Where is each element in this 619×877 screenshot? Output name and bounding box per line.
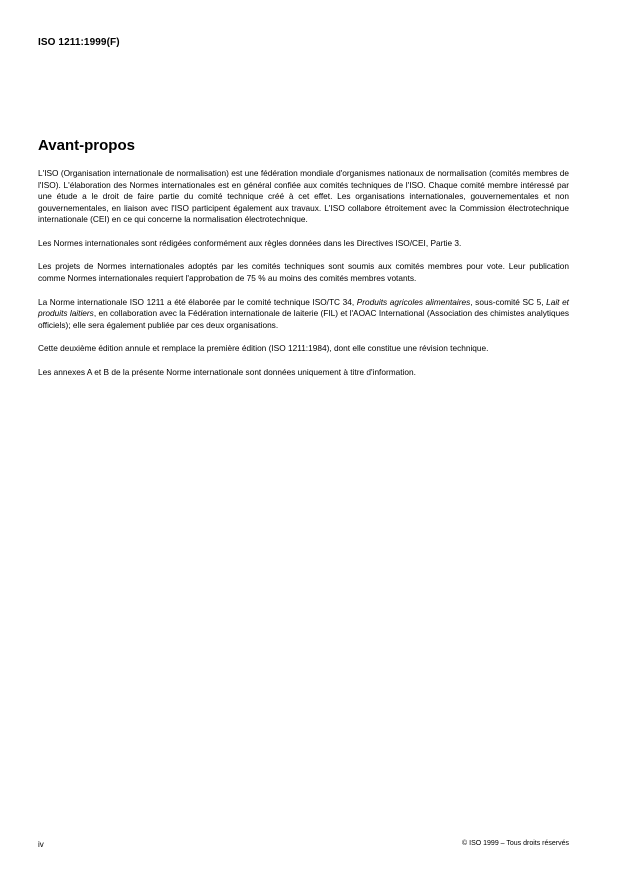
paragraph-iso-organisation: L'ISO (Organisation internationale de normalisation) est une fédération mondiale d'organismes nationaux de normalisation (comités membres de l'ISO). L'élaboration des Normes internationales est en général confiée aux comités techniques de l'ISO. Chaque comité membre intéressé par une étude a le droit de faire partie du comité technique créé à cet effet. Les organisations internationales, gouvernementales et non gouvernementales, en liaison avec l'ISO participent également aux travaux. L'ISO collabore étroitement avec la Commission électrotechnique internationale (CEI) en ce qui concerne la normalisation électrotechnique. bbox=[38, 168, 569, 224]
paragraph-annexes: Les annexes A et B de la présente Norme internationale sont données uniquement à titre d'information. bbox=[38, 366, 416, 377]
page-number: iv bbox=[38, 840, 44, 849]
foreword-body bbox=[38, 168, 569, 391]
copyright-notice: © ISO 1999 – Tous droits réservés bbox=[462, 840, 569, 847]
paragraph-directives: Les Normes internationales sont rédigées conformément aux règles données dans les Directives ISO/CEI, Partie 3. bbox=[38, 237, 462, 248]
document-id: ISO 1211:1999(F) bbox=[38, 37, 120, 48]
section-title: Avant-propos bbox=[38, 137, 135, 154]
paragraph-committee-part2: , sous-comité SC 5, bbox=[470, 296, 547, 307]
paragraph-committee-part1: La Norme internationale ISO 1211 a été élaborée par le comité technique ISO/TC 34, bbox=[38, 296, 357, 307]
paragraph-committee bbox=[38, 297, 569, 332]
subcommittee-title-italic: Lait et produits laitiers bbox=[38, 296, 569, 319]
paragraph-edition: Cette deuxième édition annule et remplace la première édition (ISO 1211:1984), dont elle constitue une révision technique. bbox=[38, 343, 489, 354]
paragraph-committee-part3: , en collaboration avec la Fédération internationale de laiterie (FIL) et l'AOAC International (Association des chimistes analytiques officiels); elle sera également publiée par ces deux organisations. bbox=[38, 308, 569, 330]
committee-title-italic: Produits agricoles alimentaires bbox=[356, 296, 471, 307]
paragraph-voting: Les projets de Normes internationales adoptés par les comités techniques sont soumis aux comités membres pour vote. Leur publication comme Normes internationales requiert l'approbation de 75 % au moins des comités membres votants. bbox=[38, 261, 569, 283]
